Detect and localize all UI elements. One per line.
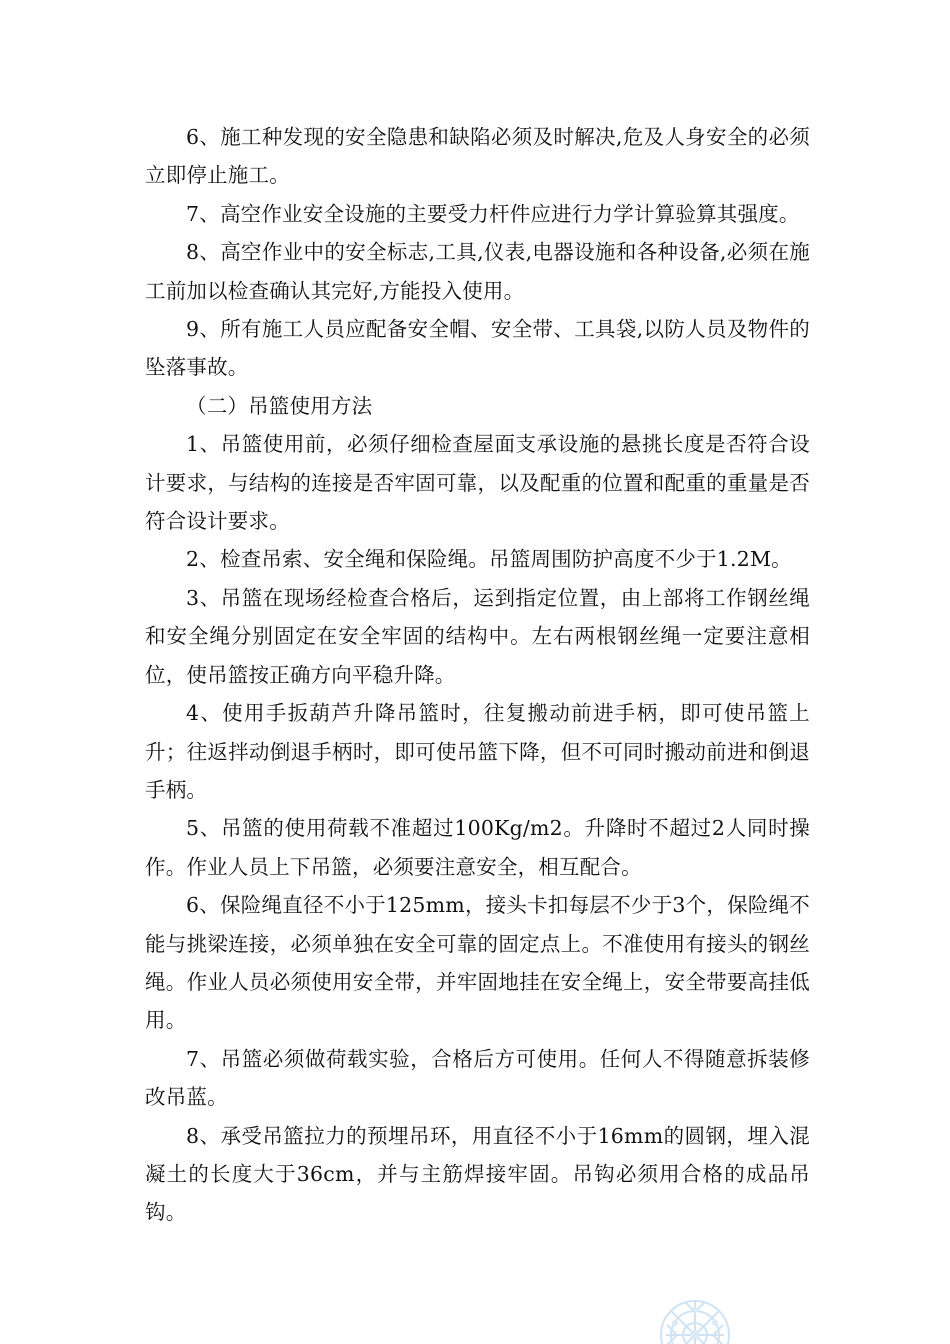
paragraph-item-6: 6、施工种发现的安全隐患和缺陷必须及时解决,危及人身安全的必须立即停止施工。 [145,125,810,188]
paragraph-item-8: 8、高空作业中的安全标志,工具,仪表,电器设施和各种设备,必须在施工前加以检查确认其完好,方能投入使用。 [145,240,810,303]
basket-rule-7: 7、吊篮必须做荷载实验，合格后方可使用。任何人不得随意拆装修改吊蓝。 [145,1046,810,1110]
basket-rule-2: 2、检查吊索、安全绳和保险绳。吊篮周围防护高度不少于1.2M。 [186,547,792,572]
section-heading: （二）吊篮使用方法 [186,393,373,418]
snowflake-watermark-icon [655,1290,735,1344]
basket-rule-8: 8、承受吊篮拉力的预埋吊环，用直径不小于16mm的圆钢，埋入混凝土的长度大于36cm，并与主筋焊接牢固。吊钩必须用合格的成品吊钩。 [145,1123,810,1225]
document-body [145,118,810,1232]
paragraph-item-7: 7、高空作业安全设施的主要受力杆件应进行力学计算验算其强度。 [186,201,800,226]
paragraph-item-9: 9、所有施工人员应配备安全帽、安全带、工具袋,以防人员及物件的坠落事故。 [145,317,810,380]
basket-rule-5: 5、吊篮的使用荷载不准超过100Kg/m2。升降时不超过2人同时操作。作业人员上下吊篮，必须要注意安全，相互配合。 [145,816,810,879]
basket-rule-6: 6、保险绳直径不小于125mm，接头卡扣每层不少于3个，保险绳不能与挑梁连接，必须单独在安全可靠的固定点上。不准使用有接头的钢丝绳。作业人员必须使用安全带，并牢固地挂在安全绳上，安全带要高挂低用。 [145,893,810,1033]
basket-rule-1: 1、吊篮使用前，必须仔细检查屋面支承设施的悬挑长度是否符合设计要求，与结构的连接是否牢固可靠，以及配重的位置和配重的重量是否符合设计要求。 [145,432,810,534]
basket-rule-3: 3、吊篮在现场经检查合格后，运到指定位置，由上部将工作钢丝绳和安全绳分别固定在安全牢固的结构中。左右两根钢丝绳一定要注意相位，使吊篮按正确方向平稳升降。 [145,585,810,687]
basket-rule-4: 4、使用手扳葫芦升降吊篮时，往复搬动前进手柄，即可使吊篮上升；往返拌动倒退手柄时，即可使吊篮下降，但不可同时搬动前进和倒退手柄。 [145,701,810,802]
